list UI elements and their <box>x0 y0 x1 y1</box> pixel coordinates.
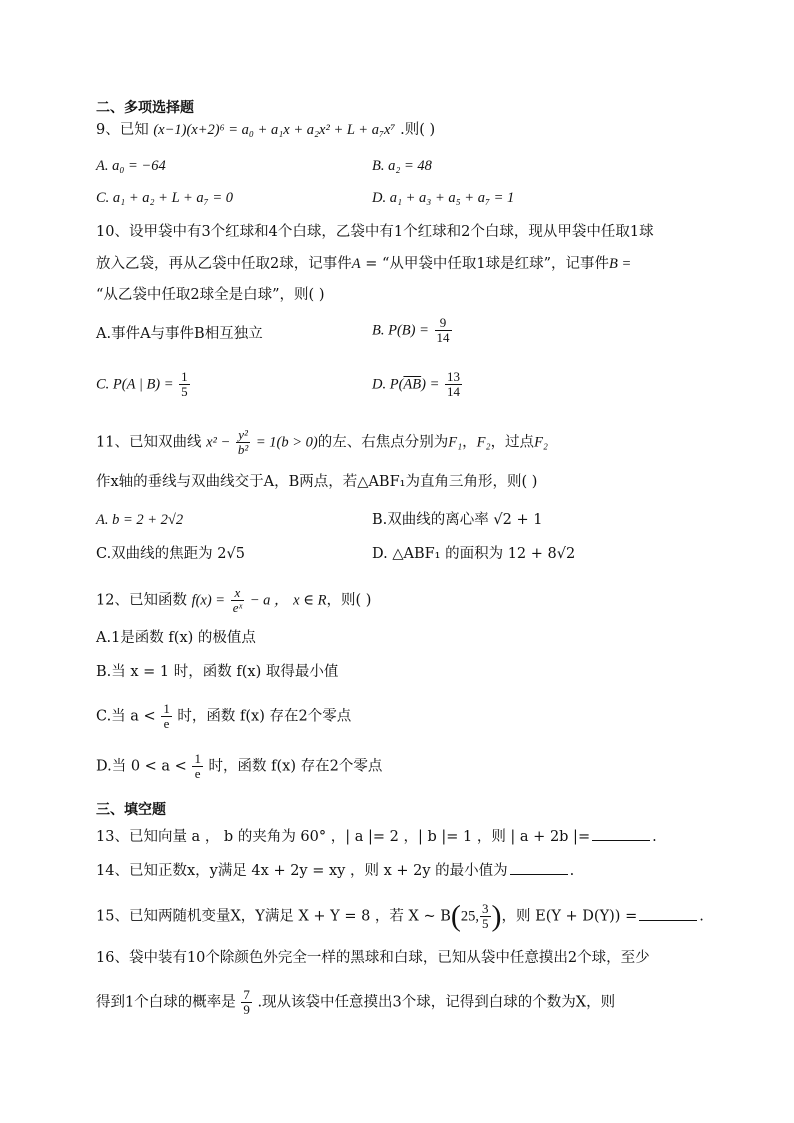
q9-stem-prefix: 9、已知 <box>96 122 149 138</box>
q12-option-c-suffix: 时，函数 f(x) 存在2个零点 <box>177 708 352 725</box>
q10-line-2-text-a: 放入乙袋，再从乙袋中任取2球，记事件 <box>96 256 352 272</box>
q11-x-squared: x² − <box>206 434 231 451</box>
q10-event-a: A <box>351 256 361 272</box>
q15 <box>96 899 704 933</box>
q13-text: 13、已知向量 a ， b 的夹角为 60° ，| a |= 2 ，| b |= 1 ，则 | a + 2b |= <box>96 829 591 845</box>
q14-end: . <box>569 863 575 879</box>
q15-left-paren: ( <box>450 899 461 933</box>
q15-denominator: 5 <box>482 916 489 931</box>
q12-option-a: A.1是函数 f(x) 的极值点 <box>96 630 256 646</box>
q13 <box>96 826 657 847</box>
q11-line-2: 作x轴的垂线与双曲线交于A，B两点，若△ABF₁为直角三角形，则( ) <box>96 474 538 490</box>
q16-line-1: 16、袋中装有10个除颜色外完全一样的黑球和白球，已知从袋中任意摸出2个球，至少 <box>96 950 650 966</box>
q12-option-c <box>96 702 351 731</box>
q12-fx: f(x) = <box>191 592 226 609</box>
q16-line-2-text-a: 得到1个白球的概率是 <box>96 994 236 1011</box>
q12-option-c-fraction <box>161 702 172 731</box>
q12-option-d <box>96 752 382 781</box>
q10-b-denominator: 14 <box>436 330 450 345</box>
q11-numerator: y² <box>236 428 250 443</box>
q11-separator: ， <box>462 434 477 451</box>
q11-f1: F₁ <box>448 434 463 451</box>
q12-option-b: B.当 x = 1 时，函数 f(x) 取得最小值 <box>96 664 339 680</box>
q9-option-a: A. a₀ = −64 <box>96 158 166 174</box>
section-title-multiple-choice: 二、多项选择题 <box>96 100 194 116</box>
q12-fraction <box>231 586 244 615</box>
q10-option-d-suffix: ) = <box>421 376 440 393</box>
q10-option-c-prefix: C. P(A | B) = <box>96 376 174 393</box>
q11-option-b: B.双曲线的离心率 √2 + 1 <box>372 512 543 528</box>
q12-rest: − a ， <box>249 592 289 609</box>
q9-option-b: B. a₂ = 48 <box>372 158 432 174</box>
q10-line-1: 10、设甲袋中有3个红球和4个白球，乙袋中有1个红球和2个白球，现从甲袋中任取1球 <box>96 224 654 240</box>
q10-option-b <box>372 316 453 345</box>
q12-c-numerator: 1 <box>163 701 170 716</box>
q9-option-d: D. a₁ + a₃ + a₅ + a₇ = 1 <box>372 190 515 206</box>
q12-stem-suffix: ，则( ) <box>326 592 372 609</box>
q10-line-2-text-c: = “从甲袋中任取1球是红球”，记事件 <box>360 256 610 272</box>
q16-fraction <box>241 988 252 1017</box>
q12-stem <box>96 586 371 615</box>
q10-b-numerator: 9 <box>435 316 452 331</box>
q9-formula: (x−1)(x+2)⁶ = a₀ + a₁x + a₂x² + L + a₇x⁷ <box>153 122 396 138</box>
q12-domain: x ∈ R <box>293 592 327 609</box>
q11-denominator: b² <box>237 442 249 457</box>
q10-line-2 <box>96 254 631 274</box>
q11-option-c: C.双曲线的焦距为 2√5 <box>96 546 245 562</box>
q12-option-d-prefix: D.当 0 < a < <box>96 758 187 775</box>
q11-option-a: A. b = 2 + 2√2 <box>96 512 184 528</box>
q16-denominator: 9 <box>243 1002 250 1017</box>
q10-option-c <box>96 370 191 399</box>
q11-f2-point: F₂ <box>534 434 548 451</box>
q10-option-c-fraction <box>179 370 190 399</box>
q12-stem-prefix: 12、已知函数 <box>96 592 187 609</box>
q12-d-denominator: e <box>194 766 201 781</box>
q14-answer-blank <box>510 860 568 875</box>
q11-stem-middle: 的左、右焦点分别为 <box>317 434 449 451</box>
q9-option-c: C. a₁ + a₂ + L + a₇ = 0 <box>96 190 233 206</box>
q12-c-denominator: e <box>163 716 170 731</box>
q10-option-d-fraction <box>445 370 462 399</box>
q10-option-d-prefix: D. P( <box>372 376 404 393</box>
q11-stem-suffix: ，过点 <box>490 434 535 451</box>
q12-denominator: eˣ <box>232 600 243 615</box>
q11-f2: F₂ <box>476 434 491 451</box>
q10-line-3: “从乙袋中任取2球全是白球”，则( ) <box>96 287 325 303</box>
section-title-fill-in: 三、填空题 <box>96 802 166 818</box>
q11-option-d: D. △ABF₁ 的面积为 12 + 8√2 <box>372 546 576 562</box>
q11-condition: = 1(b > 0) <box>255 434 318 451</box>
q12-option-c-prefix: C.当 a < <box>96 708 156 725</box>
q15-numerator: 3 <box>482 901 489 916</box>
q9-stem-suffix: .则( ) <box>400 122 436 138</box>
q10-option-a: A.事件A与事件B相互独立 <box>96 326 263 342</box>
q15-n: 25, <box>460 908 479 925</box>
q10-d-numerator: 13 <box>447 369 460 384</box>
q12-option-d-suffix: 时，函数 f(x) 存在2个零点 <box>208 758 383 775</box>
question-9-stem <box>96 120 435 140</box>
q10-option-d <box>372 370 463 399</box>
q11-fraction <box>236 428 250 457</box>
q14 <box>96 860 574 881</box>
q15-end: . <box>699 908 704 925</box>
q15-text-b: ，则 E(Y + D(Y)) = <box>501 908 638 925</box>
q13-answer-blank <box>592 826 650 841</box>
q15-fraction <box>480 902 491 931</box>
q10-d-denominator: 14 <box>447 384 460 399</box>
q12-d-numerator: 1 <box>194 751 201 766</box>
q10-c-denominator: 5 <box>181 384 188 399</box>
q11-line-1 <box>96 428 548 457</box>
q16-line-2 <box>96 988 615 1017</box>
q16-numerator: 7 <box>243 987 250 1002</box>
q15-text-a: 15、已知两随机变量X，Y满足 X + Y = 8 ，若 X ~ B <box>96 908 451 925</box>
q10-event-b: B = <box>609 256 632 272</box>
q15-answer-blank <box>639 906 697 921</box>
q10-option-d-overline: $\overline{AB}$ <box>403 376 422 393</box>
q16-line-2-text-b: .现从该袋中任意摸出3个球，记得到白球的个数为X，则 <box>257 994 616 1011</box>
q13-end: . <box>652 829 657 845</box>
q15-right-paren: ) <box>491 899 502 933</box>
q10-c-numerator: 1 <box>181 369 188 384</box>
q10-option-b-fraction <box>435 316 452 345</box>
q14-text: 14、已知正数x，y满足 4x + 2y = xy ，则 x + 2y 的最小值为 <box>96 863 508 879</box>
q11-stem-prefix: 11、已知双曲线 <box>96 434 202 451</box>
q12-option-d-fraction <box>192 752 203 781</box>
q10-option-b-prefix: B. P(B) = <box>372 322 429 339</box>
q12-numerator: x <box>231 586 244 601</box>
